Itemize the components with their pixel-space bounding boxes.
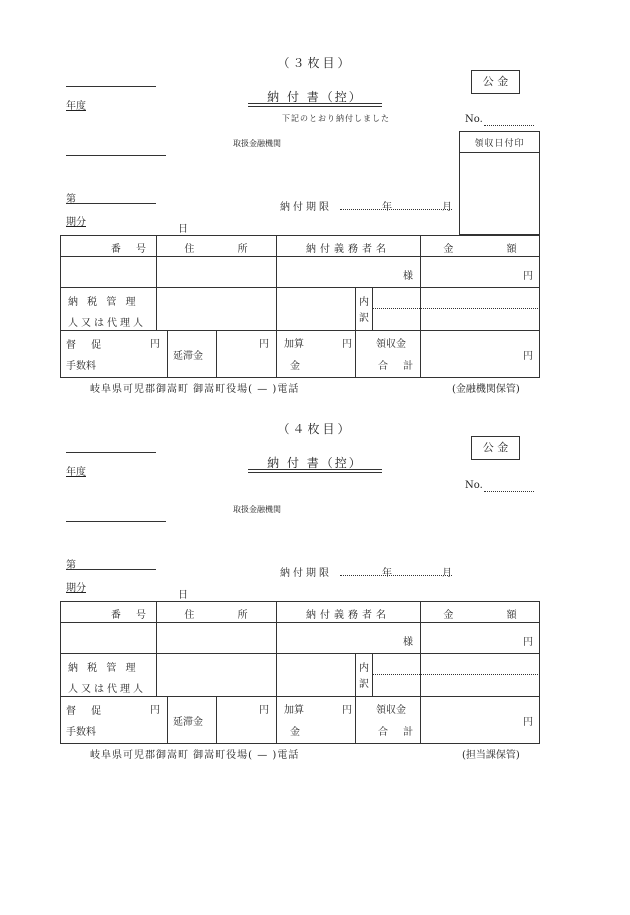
fee-label-1: 督 促 [66, 706, 108, 717]
total-label-1: 領収金 [376, 339, 406, 350]
year-label: 年度 [66, 101, 86, 112]
bank-label: 取扱金融機関 [233, 505, 281, 514]
amount-yen: 円 [523, 271, 533, 282]
fee-label-2: 手数料 [66, 361, 96, 372]
period-no-label: 第 [66, 560, 76, 571]
breakdown-label-1: 内 [359, 663, 369, 674]
agent-label-2: 人又は代理人 [68, 318, 146, 329]
number-field[interactable] [484, 491, 534, 492]
number-label: No. [465, 114, 483, 125]
public-funds-badge: 公 金 [471, 70, 520, 94]
bank-line [66, 155, 166, 156]
number-field[interactable] [484, 125, 534, 126]
total-yen: 円 [523, 717, 533, 728]
period-label: 期分 [66, 583, 86, 594]
surcharge-yen: 円 [342, 705, 352, 716]
late-fee-label: 延滞金 [173, 717, 203, 728]
due-date-label: 納付期限 [280, 568, 332, 579]
honorific: 様 [403, 271, 413, 282]
year-label: 年度 [66, 467, 86, 478]
period-line [66, 203, 156, 204]
surcharge-yen: 円 [342, 339, 352, 350]
agent-label-1: 納 税 管 理 [68, 663, 139, 674]
period-no-label: 第 [66, 194, 76, 205]
col-amount: 金 額 [443, 610, 517, 621]
col-amount: 金 額 [443, 244, 517, 255]
total-label-2: 合 計 [378, 361, 420, 372]
due-month: 月 [442, 568, 452, 579]
storage-note: (金融機関保管) [452, 384, 520, 395]
due-year: 年 [382, 202, 392, 213]
footer-address: 岐阜県可児郡御嵩町 御嵩町役場( — )電話 [90, 384, 300, 395]
bank-label: 取扱金融機関 [233, 139, 281, 148]
surcharge-label-1: 加算 [284, 339, 304, 350]
col-payer-name: 納付義務者名 [306, 244, 390, 255]
period-label: 期分 [66, 217, 86, 228]
due-date-field[interactable] [340, 209, 452, 210]
footer-address: 岐阜県可児郡御嵩町 御嵩町役場( — )電話 [90, 750, 300, 761]
fee-label-1: 督 促 [66, 340, 108, 351]
payment-slip-copy3 [0, 0, 630, 395]
amount-yen: 円 [523, 637, 533, 648]
total-yen: 円 [523, 351, 533, 362]
year-line [66, 452, 156, 453]
storage-note: (担当課保管) [462, 750, 520, 761]
year-line [66, 86, 156, 87]
agent-label-2: 人又は代理人 [68, 684, 146, 695]
due-month: 月 [442, 202, 452, 213]
late-fee-label: 延滞金 [173, 351, 203, 362]
receipt-stamp-label: 領収日付印 [474, 139, 525, 149]
surcharge-label-1: 加算 [284, 705, 304, 716]
due-day: 日 [178, 586, 188, 602]
bank-line [66, 521, 166, 522]
title-underline [248, 103, 382, 104]
agent-label-1: 納 税 管 理 [68, 297, 139, 308]
col-number: 番 号 [110, 244, 152, 255]
surcharge-label-2: 金 [290, 361, 300, 372]
title-underline-2 [248, 472, 382, 473]
copy-number: （４枚目） [277, 422, 353, 436]
surcharge-label-2: 金 [290, 727, 300, 738]
breakdown-label-1: 内 [359, 297, 369, 308]
number-label: No. [465, 480, 483, 491]
fee-yen: 円 [150, 705, 160, 716]
title-underline-2 [248, 106, 382, 107]
due-day: 日 [178, 220, 188, 236]
form-subtitle: 下記のとおり納付しました [282, 114, 390, 123]
form-title: 納 付 書（控） [267, 90, 363, 104]
col-address: 住 所 [184, 244, 248, 255]
late-fee-yen: 円 [259, 705, 269, 716]
col-payer-name: 納付義務者名 [306, 610, 390, 621]
due-date-field[interactable] [340, 575, 452, 576]
title-underline [248, 469, 382, 470]
form-title: 納 付 書（控） [267, 456, 363, 470]
fee-yen: 円 [150, 339, 160, 350]
public-funds-badge: 公 金 [471, 436, 520, 460]
total-label-1: 領収金 [376, 705, 406, 716]
due-date-label: 納付期限 [280, 202, 332, 213]
col-address: 住 所 [184, 610, 248, 621]
copy-number: （３枚目） [277, 56, 353, 70]
period-line [66, 569, 156, 570]
fee-label-2: 手数料 [66, 727, 96, 738]
payment-slip-copy4 [0, 366, 630, 761]
due-year: 年 [382, 568, 392, 579]
breakdown-label-2: 訳 [359, 679, 369, 690]
honorific: 様 [403, 637, 413, 648]
total-label-2: 合 計 [378, 727, 420, 738]
col-number: 番 号 [110, 610, 152, 621]
stamp-divider [459, 152, 540, 153]
breakdown-label-2: 訳 [359, 313, 369, 324]
late-fee-yen: 円 [259, 339, 269, 350]
